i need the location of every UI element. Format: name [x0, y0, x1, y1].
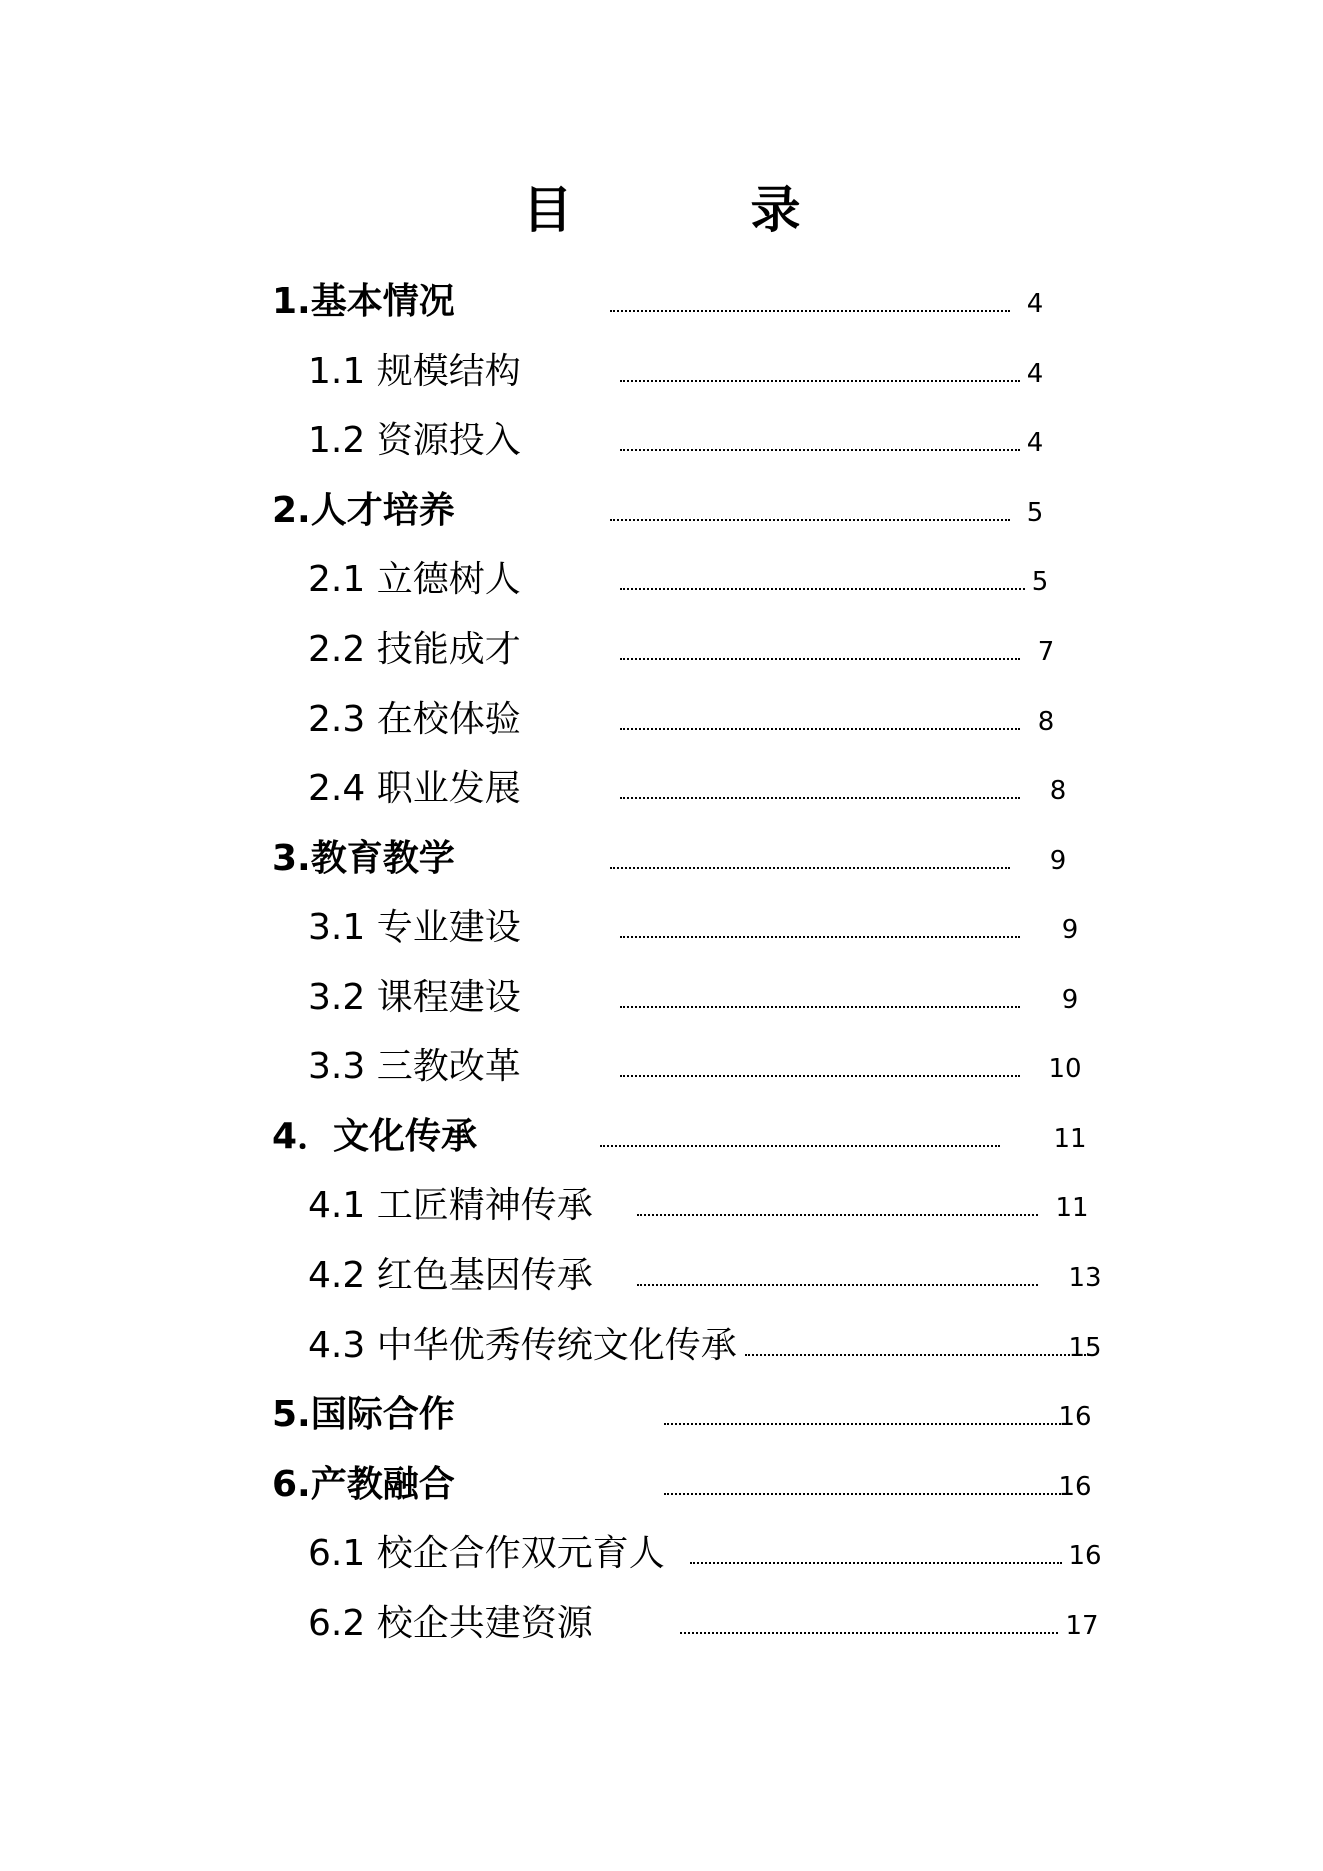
toc-entry-title: 3.教育教学 — [272, 838, 455, 879]
toc-entry-title: 4．文化传承 — [272, 1116, 478, 1157]
toc-entry-title: 2.2 技能成才 — [308, 629, 521, 670]
toc-entry[interactable] — [0, 1107, 1323, 1167]
toc-page-number: 11 — [1053, 1124, 1087, 1154]
toc-page-number: 16 — [1058, 1402, 1092, 1432]
page-title: 目 录 — [522, 181, 865, 239]
toc-entry[interactable] — [0, 1524, 1323, 1584]
toc-entry[interactable] — [0, 272, 1323, 332]
toc-entry[interactable] — [0, 1316, 1323, 1376]
toc-page-number: 13 — [1068, 1263, 1102, 1293]
toc-entry[interactable] — [0, 1385, 1323, 1445]
toc-dot-leader — [745, 1354, 1090, 1356]
toc-entry-title: 1.2 资源投入 — [308, 420, 521, 461]
toc-page-number: 15 — [1068, 1333, 1102, 1363]
toc-entry[interactable] — [0, 829, 1323, 889]
toc-page-number: 8 — [1049, 776, 1067, 806]
toc-entry[interactable] — [0, 1176, 1323, 1236]
toc-entry-title: 4.3 中华优秀传统文化传承 — [308, 1325, 737, 1366]
toc-dot-leader — [610, 310, 1010, 312]
toc-entry[interactable] — [0, 1455, 1323, 1515]
toc-entry-title: 6.2 校企共建资源 — [308, 1603, 593, 1644]
toc-entry-title: 2.人才培养 — [272, 490, 455, 531]
toc-page-number: 16 — [1058, 1472, 1092, 1502]
toc-entry-title: 6.1 校企合作双元育人 — [308, 1533, 665, 1574]
toc-dot-leader — [680, 1632, 1058, 1634]
toc-dot-leader — [610, 867, 1010, 869]
toc-entry[interactable] — [0, 342, 1323, 402]
toc-page-number: 9 — [1049, 846, 1067, 876]
toc-dot-leader — [664, 1493, 1065, 1495]
toc-page-number: 8 — [1037, 707, 1055, 737]
toc-entry-title: 4.1 工匠精神传承 — [308, 1185, 593, 1226]
toc-entry[interactable] — [0, 1594, 1323, 1654]
toc-page-number: 7 — [1037, 637, 1055, 667]
toc-entry-title: 2.3 在校体验 — [308, 699, 521, 740]
toc-entry-title: 2.1 立德树人 — [308, 559, 521, 600]
toc-dot-leader — [637, 1214, 1038, 1216]
toc-page-number: 10 — [1048, 1054, 1082, 1084]
toc-entry-title: 1.基本情况 — [272, 281, 455, 322]
toc-dot-leader — [620, 658, 1020, 660]
toc-dot-leader — [620, 1006, 1020, 1008]
toc-entry[interactable] — [0, 481, 1323, 541]
toc-entry-title: 3.3 三教改革 — [308, 1046, 521, 1087]
toc-page-number: 4 — [1026, 428, 1044, 458]
toc-page-number: 11 — [1055, 1193, 1089, 1223]
toc-dot-leader — [637, 1284, 1038, 1286]
toc-entry-title: 1.1 规模结构 — [308, 351, 521, 392]
toc-entry[interactable] — [0, 1037, 1323, 1097]
toc-dot-leader — [610, 519, 1010, 521]
toc-entry[interactable] — [0, 1246, 1323, 1306]
toc-page-number: 9 — [1061, 915, 1079, 945]
toc-entry[interactable] — [0, 620, 1323, 680]
toc-page-number: 16 — [1068, 1541, 1102, 1571]
toc-entry[interactable] — [0, 759, 1323, 819]
toc-entry[interactable] — [0, 968, 1323, 1028]
toc-page-number: 4 — [1026, 359, 1044, 389]
toc-dot-leader — [620, 728, 1020, 730]
toc-dot-leader — [620, 449, 1020, 451]
toc-page-number: 5 — [1026, 498, 1044, 528]
toc-dot-leader — [620, 936, 1020, 938]
toc-dot-leader — [620, 797, 1020, 799]
toc-entry[interactable] — [0, 690, 1323, 750]
toc-page-number: 4 — [1026, 289, 1044, 319]
toc-entry-title: 3.2 课程建设 — [308, 977, 521, 1018]
toc-dot-leader — [620, 1075, 1020, 1077]
toc-entry[interactable] — [0, 411, 1323, 471]
toc-page-number: 17 — [1065, 1611, 1099, 1641]
toc-entry-title: 6.产教融合 — [272, 1464, 455, 1505]
toc-dot-leader — [620, 588, 1025, 590]
toc-entry[interactable] — [0, 550, 1323, 610]
toc-page-number: 5 — [1031, 567, 1049, 597]
toc-dot-leader — [620, 380, 1020, 382]
toc-page-number: 9 — [1061, 985, 1079, 1015]
toc-entry-title: 3.1 专业建设 — [308, 907, 521, 948]
toc-dot-leader — [664, 1423, 1065, 1425]
toc-dot-leader — [600, 1145, 1000, 1147]
toc-entry-title: 2.4 职业发展 — [308, 768, 521, 809]
toc-entry-title: 4.2 红色基因传承 — [308, 1255, 593, 1296]
toc-dot-leader — [690, 1562, 1062, 1564]
toc-entry-title: 5.国际合作 — [272, 1394, 455, 1435]
toc-entry[interactable] — [0, 898, 1323, 958]
